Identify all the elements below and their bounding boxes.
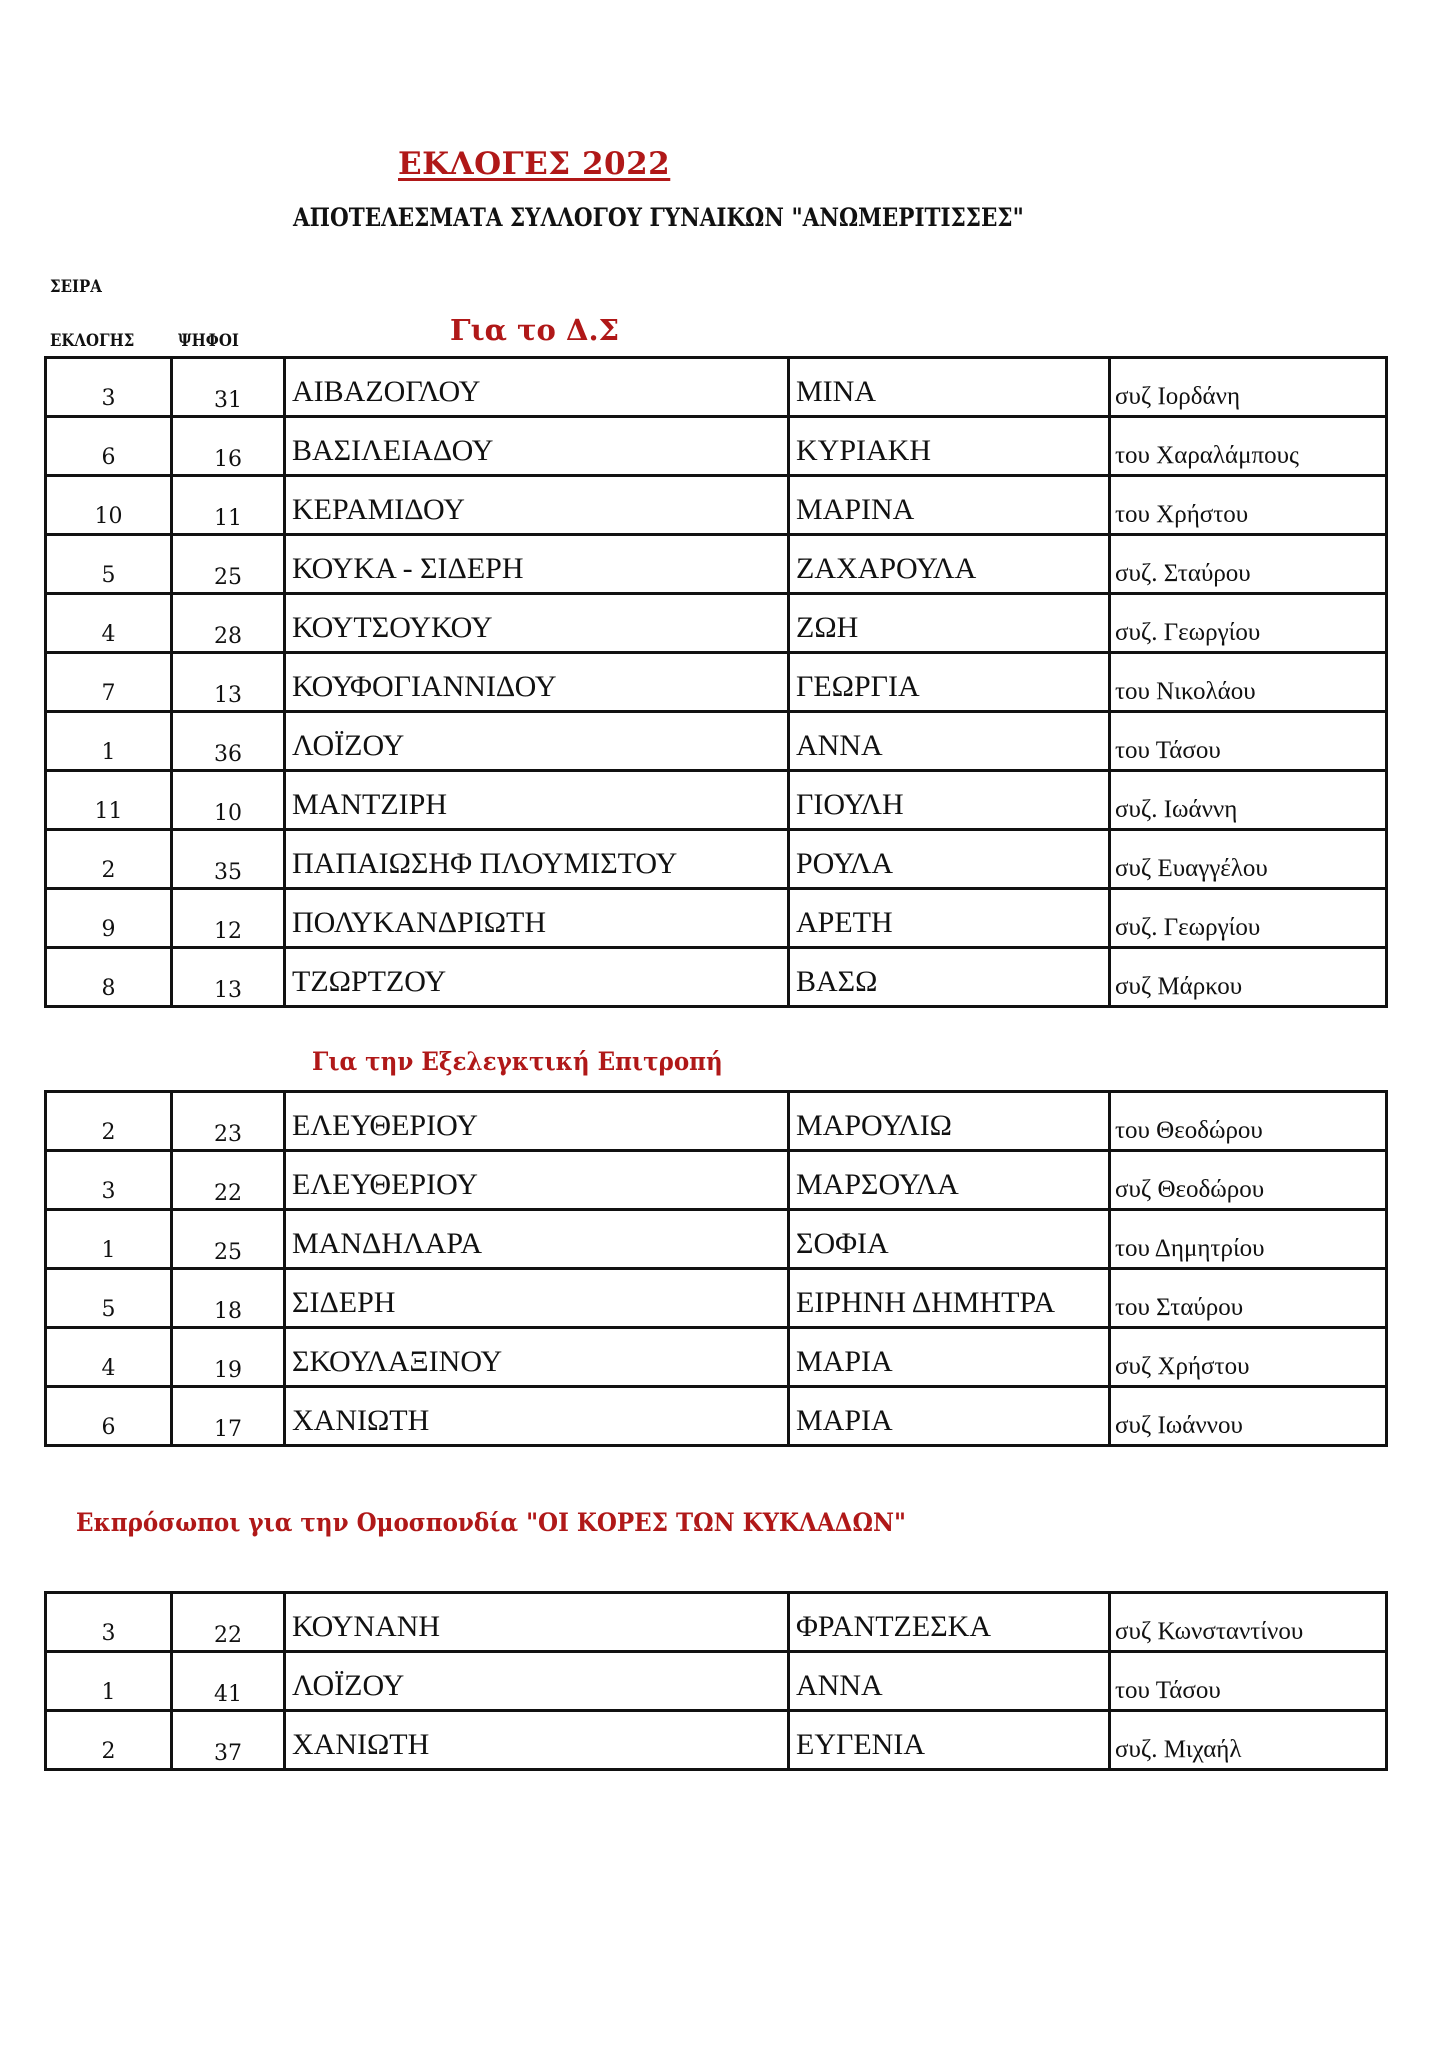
table-row (46, 476, 1387, 535)
cell-order-text: 3 (101, 386, 116, 411)
cell-surname-text: ΣΙΔΕΡΗ (292, 1286, 396, 1319)
cell-first-name-text: ΜΑΡΙΝΑ (796, 493, 915, 526)
cell-order-text: 5 (101, 1297, 116, 1322)
cell-order (46, 1652, 172, 1711)
cell-relation (1110, 535, 1387, 594)
cell-order-text: 9 (101, 917, 116, 942)
cell-order (46, 594, 172, 653)
cell-relation-text: του Τάσου (1115, 1677, 1221, 1704)
cell-surname (285, 1092, 789, 1151)
cell-relation-text: συζ Ευαγγέλου (1115, 855, 1268, 882)
cell-order-text: 3 (101, 1621, 116, 1646)
cell-surname (285, 712, 789, 771)
cell-relation (1110, 1328, 1387, 1387)
cell-first-name-text: ΒΑΣΩ (796, 965, 878, 998)
table-row (46, 948, 1387, 1007)
cell-votes (172, 1328, 285, 1387)
cell-votes (172, 594, 285, 653)
cell-relation (1110, 1593, 1387, 1652)
cell-first-name (789, 476, 1110, 535)
cell-votes (172, 358, 285, 417)
results-table-audit-committee (44, 1090, 1388, 1447)
cell-votes-text: 17 (214, 1417, 242, 1442)
cell-first-name-text: ΖΩΗ (796, 611, 859, 644)
cell-votes (172, 948, 285, 1007)
cell-surname-text: ΚΟΥΝΑΝΗ (292, 1610, 441, 1643)
cell-votes-text: 35 (214, 860, 242, 885)
cell-votes (172, 1652, 285, 1711)
cell-surname (285, 1652, 789, 1711)
cell-relation (1110, 417, 1387, 476)
cell-relation-text: του Τάσου (1115, 737, 1221, 764)
cell-surname (285, 1593, 789, 1652)
document-subtitle: ΑΠΟΤΕΛΕΣΜΑΤΑ ΣΥΛΛΟΓΟΥ ΓΥΝΑΙΚΩΝ "ΑΝΩΜΕΡΙΤΙΣΣΕΣ" (293, 203, 1024, 232)
cell-votes (172, 1387, 285, 1446)
section-title-federation-reps: Εκπρόσωποι για την Ομοσπονδία "ΟΙ ΚΟΡΕΣ ΤΩΝ ΚΥΚΛΑΔΩΝ" (76, 1508, 907, 1537)
cell-votes-text: 37 (214, 1741, 242, 1766)
cell-surname-text: ΚΟΥΤΣΟΥΚΟΥ (292, 611, 493, 644)
cell-surname-text: ΧΑΝΙΩΤΗ (292, 1404, 430, 1437)
cell-relation (1110, 1269, 1387, 1328)
cell-votes-text: 31 (214, 388, 242, 413)
cell-votes-text: 36 (214, 742, 242, 767)
cell-order (46, 771, 172, 830)
cell-order-text: 5 (101, 563, 116, 588)
cell-first-name (789, 1151, 1110, 1210)
cell-first-name-text: ΡΟΥΛΑ (796, 847, 894, 880)
cell-order (46, 830, 172, 889)
column-header-order-line1: ΣΕΙΡΑ (50, 277, 102, 297)
cell-votes-text: 22 (214, 1181, 242, 1206)
cell-relation (1110, 358, 1387, 417)
cell-surname-text: ΚΟΥΚΑ - ΣΙΔΕΡΗ (292, 552, 524, 585)
cell-first-name (789, 1210, 1110, 1269)
cell-votes-text: 11 (214, 506, 242, 531)
cell-surname-text: ΕΛΕΥΘΕΡΙΟΥ (292, 1168, 478, 1201)
cell-votes (172, 653, 285, 712)
cell-first-name (789, 1652, 1110, 1711)
cell-surname (285, 1269, 789, 1328)
cell-first-name-text: ΑΝΝΑ (796, 729, 883, 762)
cell-order-text: 2 (101, 1120, 116, 1145)
cell-surname (285, 417, 789, 476)
cell-surname (285, 771, 789, 830)
cell-surname (285, 889, 789, 948)
cell-votes (172, 889, 285, 948)
cell-first-name-text: ΜΑΡΣΟΥΛΑ (796, 1168, 959, 1201)
cell-order-text: 4 (101, 622, 116, 647)
cell-first-name-text: ΦΡΑΝΤΖΕΣΚΑ (796, 1610, 991, 1643)
cell-relation-text: συζ Κωνσταντίνου (1115, 1618, 1304, 1645)
cell-order (46, 1092, 172, 1151)
cell-surname (285, 1210, 789, 1269)
cell-votes-text: 23 (214, 1122, 242, 1147)
section-title-board: Για το Δ.Σ (450, 313, 620, 347)
cell-relation-text: συζ. Μιχαήλ (1115, 1736, 1242, 1763)
cell-first-name (789, 948, 1110, 1007)
cell-relation (1110, 594, 1387, 653)
cell-relation-text: συζ. Ιωάννη (1115, 796, 1238, 823)
cell-order (46, 1210, 172, 1269)
cell-first-name (789, 594, 1110, 653)
table-row (46, 712, 1387, 771)
cell-relation-text: συζ Ιωάννου (1115, 1412, 1243, 1439)
cell-relation-text: του Θεοδώρου (1115, 1117, 1263, 1144)
cell-surname (285, 476, 789, 535)
table-row (46, 1593, 1387, 1652)
cell-first-name-text: ΓΙΟΥΛΗ (796, 788, 904, 821)
cell-votes (172, 476, 285, 535)
cell-relation-text: συζ Μάρκου (1115, 973, 1243, 1000)
cell-votes-text: 25 (214, 1240, 242, 1265)
table-row (46, 1092, 1387, 1151)
cell-order-text: 1 (101, 1238, 116, 1263)
cell-order-text: 1 (101, 740, 116, 765)
cell-surname-text: ΜΑΝΤΖΙΡΗ (292, 788, 447, 821)
cell-order-text: 7 (101, 681, 116, 706)
results-table-board (44, 356, 1388, 1008)
cell-first-name (789, 653, 1110, 712)
cell-order (46, 1387, 172, 1446)
cell-first-name (789, 771, 1110, 830)
cell-relation-text: συζ Ιορδάνη (1115, 383, 1241, 410)
table-row (46, 830, 1387, 889)
cell-first-name-text: ΜΙΝΑ (796, 375, 876, 408)
cell-first-name (789, 889, 1110, 948)
cell-surname-text: ΛΟΪΖΟΥ (292, 1669, 405, 1702)
cell-votes (172, 771, 285, 830)
cell-order-text: 2 (101, 1739, 116, 1764)
table-row (46, 1210, 1387, 1269)
column-header-order-line2: ΕΚΛΟΓΗΣ (50, 331, 135, 351)
cell-votes-text: 16 (214, 447, 242, 472)
cell-surname-text: ΜΑΝΔΗΛΑΡΑ (292, 1227, 483, 1260)
cell-relation-text: του Χρήστου (1115, 501, 1249, 528)
cell-surname-text: ΤΖΩΡΤΖΟΥ (292, 965, 447, 998)
cell-relation-text: συζ. Γεωργίου (1115, 619, 1261, 646)
cell-surname-text: ΑΙΒΑΖΟΓΛΟΥ (292, 375, 481, 408)
table-row (46, 1151, 1387, 1210)
cell-surname-text: ΕΛΕΥΘΕΡΙΟΥ (292, 1109, 478, 1142)
cell-relation (1110, 1151, 1387, 1210)
cell-surname (285, 1387, 789, 1446)
table-row (46, 889, 1387, 948)
cell-order-text: 4 (101, 1356, 116, 1381)
cell-first-name (789, 712, 1110, 771)
cell-order (46, 476, 172, 535)
cell-votes-text: 28 (214, 624, 242, 649)
cell-relation (1110, 1711, 1387, 1770)
cell-first-name-text: ΕΙΡΗΝΗ ΔΗΜΗΤΡΑ (796, 1286, 1056, 1319)
cell-votes (172, 1092, 285, 1151)
cell-first-name-text: ΕΥΓΕΝΙΑ (796, 1728, 925, 1761)
cell-votes (172, 1210, 285, 1269)
cell-votes-text: 25 (214, 565, 242, 590)
cell-surname-text: ΠΑΠΑΙΩΣΗΦ ΠΛΟΥΜΙΣΤΟΥ (292, 847, 678, 880)
cell-first-name-text: ΑΝΝΑ (796, 1669, 883, 1702)
table-row (46, 771, 1387, 830)
cell-first-name-text: ΜΑΡΟΥΛΙΩ (796, 1109, 952, 1142)
cell-surname-text: ΛΟΪΖΟΥ (292, 729, 405, 762)
table-row (46, 1328, 1387, 1387)
cell-order (46, 1593, 172, 1652)
table-row (46, 417, 1387, 476)
cell-relation-text: του Δημητρίου (1115, 1235, 1265, 1262)
cell-first-name-text: ΣΟΦΙΑ (796, 1227, 889, 1260)
cell-order (46, 535, 172, 594)
cell-votes-text: 13 (214, 978, 242, 1003)
cell-relation (1110, 1387, 1387, 1446)
cell-surname-text: ΧΑΝΙΩΤΗ (292, 1728, 430, 1761)
cell-order-text: 10 (94, 504, 123, 529)
cell-relation-text: συζ. Γεωργίου (1115, 914, 1261, 941)
cell-votes (172, 535, 285, 594)
cell-surname (285, 1328, 789, 1387)
cell-first-name-text: ΜΑΡΙΑ (796, 1404, 893, 1437)
cell-order (46, 948, 172, 1007)
table-row (46, 1711, 1387, 1770)
cell-surname (285, 358, 789, 417)
cell-surname (285, 830, 789, 889)
cell-surname-text: ΚΕΡΑΜΙΔΟΥ (292, 493, 465, 526)
cell-votes (172, 830, 285, 889)
cell-relation (1110, 1092, 1387, 1151)
cell-order (46, 889, 172, 948)
cell-votes (172, 1151, 285, 1210)
cell-relation-text: του Σταύρου (1115, 1294, 1244, 1321)
cell-votes (172, 1593, 285, 1652)
cell-surname (285, 948, 789, 1007)
cell-first-name-text: ΖΑΧΑΡΟΥΛΑ (796, 552, 977, 585)
cell-first-name-text: ΑΡΕΤΗ (796, 906, 893, 939)
cell-votes-text: 19 (214, 1358, 242, 1383)
cell-order (46, 1269, 172, 1328)
cell-relation-text: του Χαραλάμπους (1115, 442, 1299, 469)
cell-surname (285, 594, 789, 653)
cell-votes-text: 22 (214, 1623, 242, 1648)
cell-relation (1110, 712, 1387, 771)
cell-relation (1110, 889, 1387, 948)
cell-first-name (789, 1711, 1110, 1770)
table-row (46, 1652, 1387, 1711)
cell-relation (1110, 476, 1387, 535)
cell-order-text: 6 (101, 445, 116, 470)
cell-first-name (789, 1387, 1110, 1446)
cell-surname (285, 1711, 789, 1770)
cell-first-name (789, 1328, 1110, 1387)
cell-first-name (789, 417, 1110, 476)
cell-relation (1110, 1210, 1387, 1269)
cell-relation-text: του Νικολάου (1115, 678, 1256, 705)
cell-relation (1110, 1652, 1387, 1711)
table-row (46, 1269, 1387, 1328)
cell-first-name-text: ΜΑΡΙΑ (796, 1345, 893, 1378)
cell-first-name (789, 358, 1110, 417)
cell-order-text: 1 (101, 1680, 116, 1705)
cell-relation (1110, 771, 1387, 830)
cell-surname (285, 1151, 789, 1210)
cell-surname-text: ΚΟΥΦΟΓΙΑΝΝΙΔΟΥ (292, 670, 557, 703)
cell-votes (172, 1269, 285, 1328)
cell-surname (285, 653, 789, 712)
cell-first-name (789, 830, 1110, 889)
results-table-federation-reps (44, 1591, 1388, 1771)
cell-order-text: 6 (101, 1415, 116, 1440)
table-row (46, 1387, 1387, 1446)
table-row (46, 653, 1387, 712)
cell-order (46, 712, 172, 771)
cell-order (46, 358, 172, 417)
cell-votes-text: 13 (214, 683, 242, 708)
cell-first-name-text: ΚΥΡΙΑΚΗ (796, 434, 931, 467)
cell-order (46, 1711, 172, 1770)
cell-votes-text: 18 (214, 1299, 242, 1324)
section-title-audit-committee: Για την Εξελεγκτική Επιτροπή (312, 1047, 723, 1076)
cell-relation (1110, 830, 1387, 889)
cell-order-text: 2 (101, 858, 116, 883)
table-row (46, 358, 1387, 417)
cell-votes-text: 10 (214, 801, 242, 826)
cell-first-name (789, 1092, 1110, 1151)
cell-relation-text: συζ Θεοδώρου (1115, 1176, 1265, 1203)
cell-relation-text: συζ. Σταύρου (1115, 560, 1251, 587)
cell-order (46, 1328, 172, 1387)
column-header-votes: ΨΗΦΟΙ (178, 331, 239, 351)
table-row (46, 535, 1387, 594)
cell-order (46, 417, 172, 476)
cell-votes (172, 712, 285, 771)
cell-first-name (789, 1593, 1110, 1652)
cell-surname-text: ΣΚΟΥΛΑΞΙΝΟΥ (292, 1345, 503, 1378)
cell-order-text: 3 (101, 1179, 116, 1204)
cell-relation-text: συζ Χρήστου (1115, 1353, 1250, 1380)
cell-order-text: 8 (101, 976, 116, 1001)
cell-relation (1110, 653, 1387, 712)
cell-order-text: 11 (94, 799, 123, 824)
cell-votes-text: 41 (214, 1682, 242, 1707)
cell-first-name (789, 1269, 1110, 1328)
cell-surname-text: ΠΟΛΥΚΑΝΔΡΙΩΤΗ (292, 906, 547, 939)
cell-order (46, 653, 172, 712)
cell-relation (1110, 948, 1387, 1007)
cell-first-name-text: ΓΕΩΡΓΙΑ (796, 670, 920, 703)
cell-order (46, 1151, 172, 1210)
cell-surname (285, 535, 789, 594)
cell-votes (172, 1711, 285, 1770)
table-row (46, 594, 1387, 653)
cell-votes-text: 12 (214, 919, 242, 944)
cell-surname-text: ΒΑΣΙΛΕΙΑΔΟΥ (292, 434, 494, 467)
document-title: ΕΚΛΟΓΕΣ 2022 (398, 146, 671, 182)
cell-first-name (789, 535, 1110, 594)
cell-votes (172, 417, 285, 476)
